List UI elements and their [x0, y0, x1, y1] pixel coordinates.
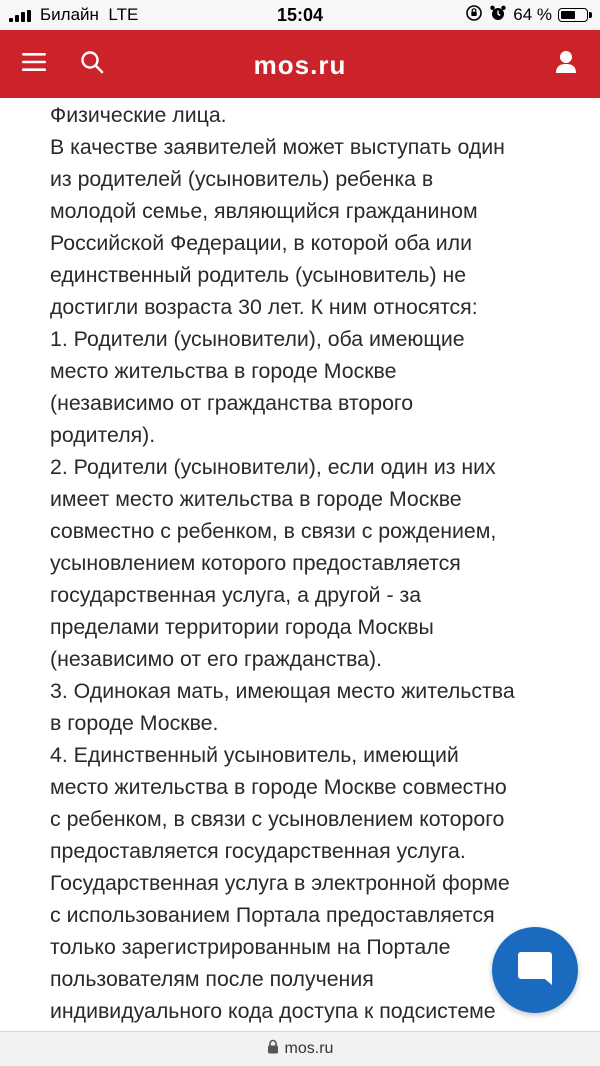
- text-line: 3. Одинокая мать, имеющая место жительства: [50, 679, 515, 703]
- text-line: Российской Федерации, в которой оба или: [50, 231, 472, 255]
- text-line: (независимо от гражданства второго: [50, 391, 414, 415]
- status-time: 15:04: [276, 5, 324, 25]
- chat-button[interactable]: [492, 927, 578, 1013]
- network-type: LTE: [108, 5, 139, 24]
- text-line: государственная услуга, а другой - за: [50, 583, 422, 607]
- article-content: [50, 99, 570, 1031]
- battery-percent: 64 %: [513, 5, 552, 24]
- text-line: с ребенком, в связи с усыновлением которого: [50, 807, 505, 831]
- alarm-icon: [489, 4, 507, 27]
- chat-bubble-icon: [515, 948, 555, 993]
- site-logo-title[interactable]: mos.ru: [253, 50, 347, 80]
- lock-icon: [267, 1039, 279, 1059]
- text-line: достигли возраста 30 лет. К ним относятся:: [50, 295, 478, 319]
- text-line: молодой семье, являющийся гражданином: [50, 199, 478, 223]
- text-line: родителя).: [50, 423, 156, 447]
- rotation-lock-icon: [465, 4, 483, 27]
- text-line: место жительства в городе Москве: [50, 359, 397, 383]
- user-profile-button[interactable]: [546, 44, 586, 84]
- text-line: совместно с ребенком, в связи с рождением,: [50, 519, 497, 543]
- text-line: с использованием Портала предоставляется: [50, 903, 495, 927]
- text-line: Государственная услуга в электронной форме: [50, 871, 510, 895]
- text-line: из родителей (усыновитель) ребенка в: [50, 167, 434, 191]
- user-icon: [555, 50, 577, 79]
- text-line: (независимо от его гражданства).: [50, 647, 383, 671]
- text-line: Физические лица.: [50, 103, 227, 127]
- text-line: 1. Родители (усыновители), оба имеющие: [50, 327, 465, 351]
- url-text: mos.ru: [284, 1040, 334, 1057]
- text-line: 4. Единственный усыновитель, имеющий: [50, 743, 459, 767]
- text-line: В качестве заявителей может выступать один: [50, 135, 505, 159]
- status-bar: [0, 0, 600, 30]
- text-line: пределами территории города Москвы: [50, 615, 434, 639]
- text-line: индивидуального кода доступа к подсистеме: [50, 999, 496, 1023]
- text-line: усыновлением которого предоставляется: [50, 551, 461, 575]
- text-line: имеет место жительства в городе Москве: [50, 487, 462, 511]
- text-line: 2. Родители (усыновители), если один из них: [50, 455, 496, 479]
- text-line: предоставляется государственная услуга.: [50, 839, 466, 863]
- text-line: единственный родитель (усыновитель) не: [50, 263, 467, 287]
- text-line: место жительства в городе Москве совместно: [50, 775, 507, 799]
- text-line: только зарегистрированным на Портале: [50, 935, 451, 959]
- browser-url-bar[interactable]: [0, 1031, 600, 1066]
- battery-icon: [558, 8, 588, 22]
- site-header: [0, 30, 600, 98]
- text-line: пользователям после получения: [50, 967, 374, 991]
- text-line: в городе Москве.: [50, 711, 219, 735]
- carrier-name: Билайн: [40, 5, 99, 24]
